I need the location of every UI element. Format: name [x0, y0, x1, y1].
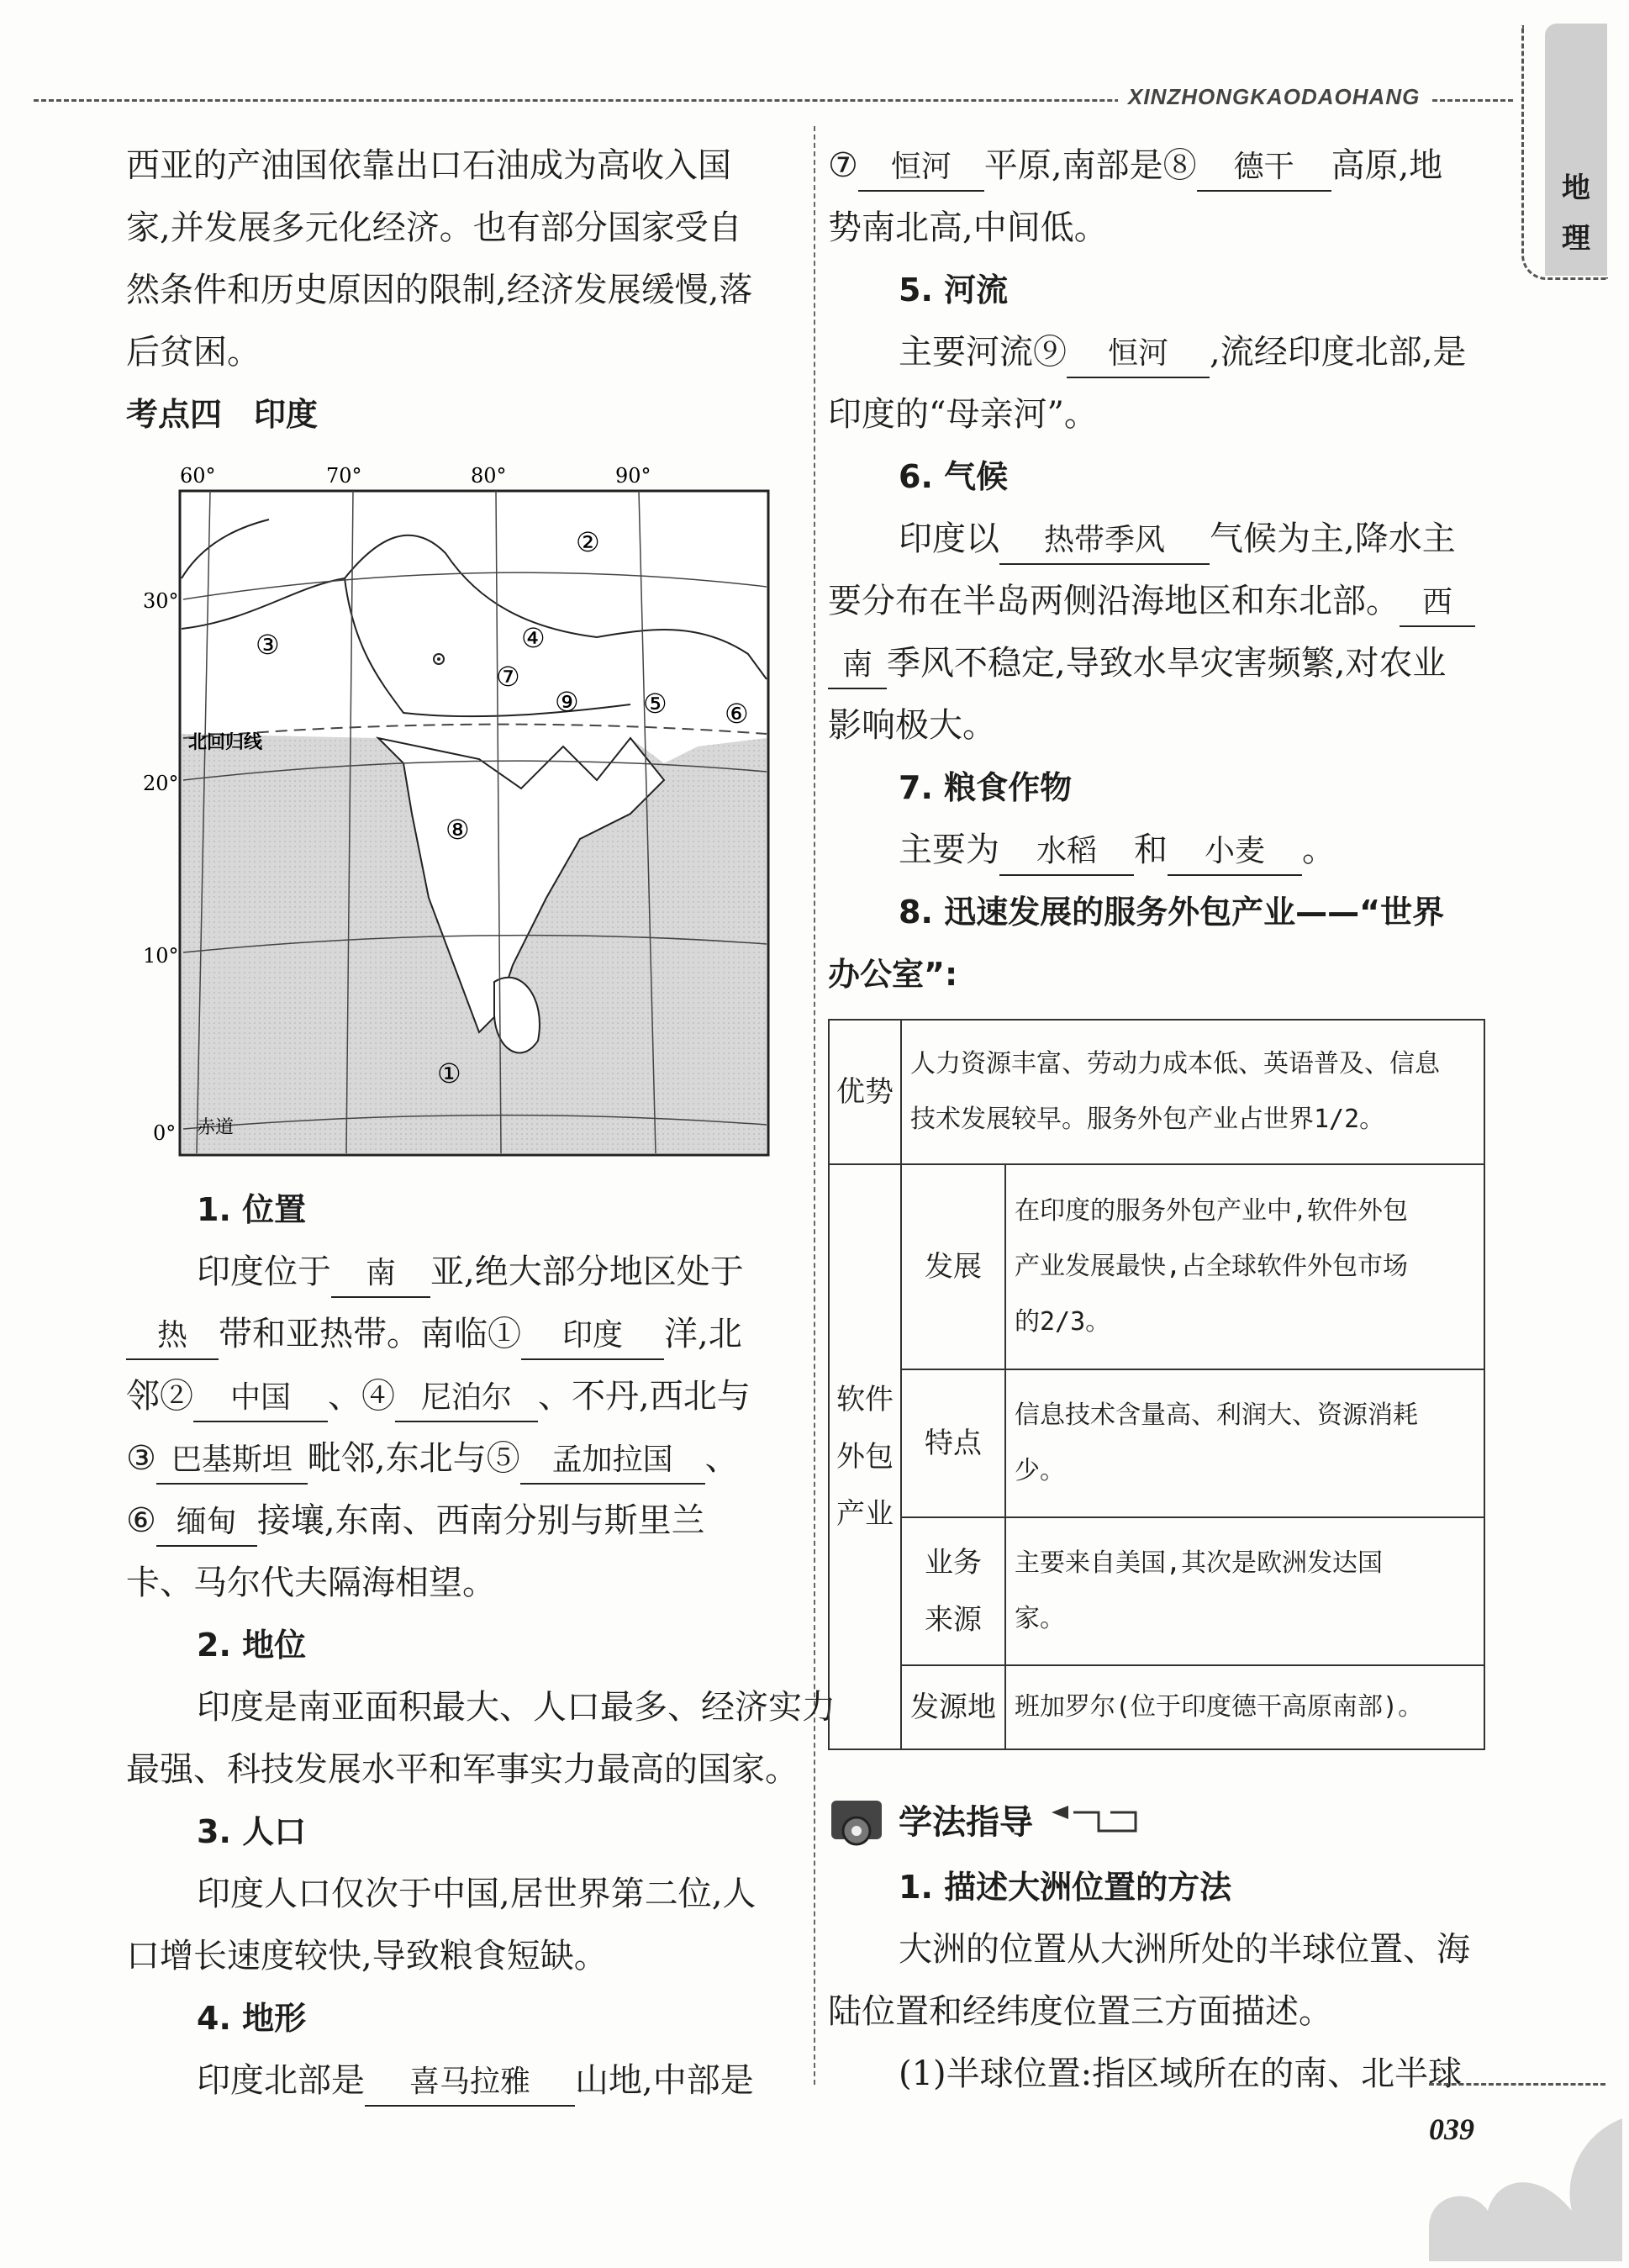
side-tab — [1545, 24, 1607, 276]
map-marker-9: ⑨ — [555, 686, 579, 718]
answer-blank: 巴基斯坦 — [156, 1437, 308, 1485]
map-marker-6: ⑥ — [725, 698, 749, 730]
text-line: 口增长速度较快,导致粮食短缺。 — [126, 1937, 608, 1975]
row-label: 优势 — [829, 1020, 901, 1164]
guide-banner — [828, 1791, 1147, 1849]
subsection-title: 4. 地形 — [197, 2000, 307, 2037]
intro-line: 家,并发展多元化经济。也有部分国家受自 — [126, 208, 742, 247]
guide-body — [828, 1856, 1470, 2105]
group-label: 软件 外包 产业 — [829, 1164, 901, 1749]
text-line: 印度的“母亲河”。 — [828, 395, 1098, 434]
answer-blank: 恒河 — [1067, 331, 1210, 378]
subsection-title: 2. 地位 — [197, 1627, 307, 1664]
map-marker-3: ③ — [256, 629, 280, 661]
map-marker-1: ① — [437, 1058, 461, 1089]
text-line: 要分布在半岛两侧沿海地区和东北部。 西 — [828, 570, 1475, 632]
lat-label: 10° — [143, 944, 179, 968]
intro-line: 然条件和历史原因的限制,经济发展缓慢,落 — [126, 271, 753, 309]
lat-label: 0° — [153, 1121, 177, 1145]
table-row — [829, 1665, 1484, 1749]
side-tab-char: 理 — [1562, 222, 1590, 256]
lon-label: 70° — [326, 464, 362, 488]
subsection-title: 6. 气候 — [899, 458, 1009, 495]
text-line: 印度位于 南 亚,绝大部分地区处于 — [126, 1241, 836, 1303]
row-label: 业务 来源 — [901, 1517, 1005, 1665]
answer-blank: 喜马拉雅 — [365, 2060, 575, 2107]
lat-label: 20° — [143, 772, 179, 795]
lon-label: 80° — [471, 464, 507, 488]
text-line: 邻② 中国 、④ 尼泊尔 、不丹,西北与 — [126, 1365, 836, 1427]
text-line: ⑦ 恒河 平原,南部是⑧ 德干 高原,地 — [828, 134, 1475, 197]
intro-line: 西亚的产油国依靠出口石油成为高收入国 — [126, 146, 731, 185]
subsection-title: 1. 位置 — [197, 1191, 307, 1228]
table-row — [829, 1164, 1484, 1369]
row-text: 主要来自美国,其次是欧洲发达国 家。 — [1005, 1517, 1484, 1665]
section-title: 考点四 印度 — [126, 396, 319, 433]
page-number: 039 — [1429, 2112, 1474, 2146]
answer-blank: 水稻 — [999, 829, 1134, 876]
answer-blank: 德干 — [1197, 145, 1331, 192]
subsection-title: 7. 粮食作物 — [899, 769, 1073, 806]
row-label: 发展 — [901, 1164, 1005, 1369]
map-marker-7: ⑦ — [496, 661, 520, 693]
answer-blank: 热 — [126, 1313, 219, 1360]
answer-blank: 恒河 — [858, 145, 984, 192]
subsection-title: 办公室”: — [828, 956, 958, 993]
intro-line: 后贫困。 — [126, 333, 261, 372]
left-column-lower — [126, 1179, 836, 2112]
text-line: 印度以 热带季风 气候为主,降水主 — [828, 508, 1475, 570]
text-line: 大洲的位置从大洲所处的半球位置、海 — [899, 1930, 1470, 1969]
answer-blank: 热带季风 — [999, 518, 1210, 565]
answer-blank: 孟加拉国 — [520, 1437, 705, 1485]
guide-title: 学法指导 — [899, 1803, 1033, 1842]
text-line: 最强、科技发展水平和军事实力最高的国家。 — [126, 1750, 799, 1789]
equator-label: 赤道 — [197, 1117, 235, 1138]
text-line: ③ 巴基斯坦 毗邻,东北与⑤ 孟加拉国 、 — [126, 1427, 836, 1490]
text-line: ⑥ 缅甸 接壤,东南、西南分别与斯里兰 — [126, 1490, 836, 1552]
arrow-icon — [1048, 1799, 1141, 1841]
subsection-title: 3. 人口 — [197, 1813, 307, 1850]
lon-label: 60° — [180, 464, 216, 488]
answer-blank: 南 — [828, 642, 887, 689]
answer-blank: 中国 — [193, 1375, 328, 1422]
text-line: 陆位置和经纬度位置三方面描述。 — [828, 1992, 1332, 2031]
map-marker-2: ② — [576, 526, 600, 558]
text-line: 南 季风不稳定,导致水旱灾害频繁,对农业 — [828, 632, 1475, 694]
text-line: 热 带和亚热带。南临① 印度 洋,北 — [126, 1303, 836, 1365]
lat-label: 30° — [143, 589, 179, 613]
right-column — [828, 134, 1475, 1005]
answer-blank: 缅甸 — [156, 1500, 257, 1547]
running-title: XINZHONGKAODAOHANG — [1118, 84, 1430, 110]
text-line: 主要河流⑨ 恒河 ,流经印度北部,是 — [828, 321, 1475, 383]
subsection-title: 1. 描述大洲位置的方法 — [899, 1869, 1232, 1906]
corner-decoration — [1261, 2085, 1622, 2261]
map-marker-5: ⑤ — [643, 688, 667, 720]
row-text: 在印度的服务外包产业中,软件外包 产业发展最快,占全球软件外包市场 的2/3。 — [1005, 1164, 1484, 1369]
study-guide — [828, 1791, 1470, 2093]
text-line: (1)半球位置:指区域所在的南、北半球 — [899, 2054, 1463, 2093]
text-line: 印度是南亚面积最大、人口最多、经济实力 — [197, 1688, 836, 1727]
film-icon — [828, 1791, 899, 1849]
map-marker-4: ④ — [521, 622, 546, 654]
row-text: 班加罗尔(位于印度德干高原南部)。 — [1005, 1665, 1484, 1749]
table-row — [829, 1517, 1484, 1665]
text-line: 印度北部是 喜马拉雅 山地,中部是 — [126, 2049, 836, 2112]
answer-blank: 尼泊尔 — [395, 1375, 538, 1422]
tropic-label: 北回归线 — [188, 732, 263, 753]
table-row — [829, 1020, 1484, 1164]
row-label: 发源地 — [901, 1665, 1005, 1749]
lon-label: 90° — [615, 464, 651, 488]
text-line: 势南北高,中间低。 — [828, 208, 1108, 247]
text-line: 主要为 水稻 和 小麦 。 — [828, 819, 1475, 881]
india-map — [126, 461, 782, 1171]
outsourcing-table — [828, 1019, 1485, 1750]
text-line: 卡、马尔代夫隔海相望。 — [126, 1564, 496, 1602]
row-text: 信息技术含量高、利润大、资源消耗 少。 — [1005, 1369, 1484, 1517]
table-row — [829, 1369, 1484, 1517]
subsection-title: 5. 河流 — [899, 272, 1009, 309]
side-tab-char: 地 — [1562, 171, 1590, 205]
capital-dot — [437, 657, 440, 661]
text-line: 影响极大。 — [828, 706, 996, 745]
subsection-title: 8. 迅速发展的服务外包产业——“世界 — [899, 894, 1445, 931]
answer-blank: 南 — [331, 1251, 430, 1298]
left-column — [126, 134, 752, 446]
answer-blank: 西 — [1400, 580, 1475, 627]
row-text: 人力资源丰富、劳动力成本低、英语普及、信息 技术发展较早。服务外包产业占世界1/2。 — [901, 1020, 1484, 1164]
map-marker-8: ⑧ — [445, 814, 470, 846]
answer-blank: 印度 — [521, 1313, 664, 1360]
row-label: 特点 — [901, 1369, 1005, 1517]
text-line: 印度人口仅次于中国,居世界第二位,人 — [197, 1875, 757, 1913]
answer-blank: 小麦 — [1168, 829, 1302, 876]
